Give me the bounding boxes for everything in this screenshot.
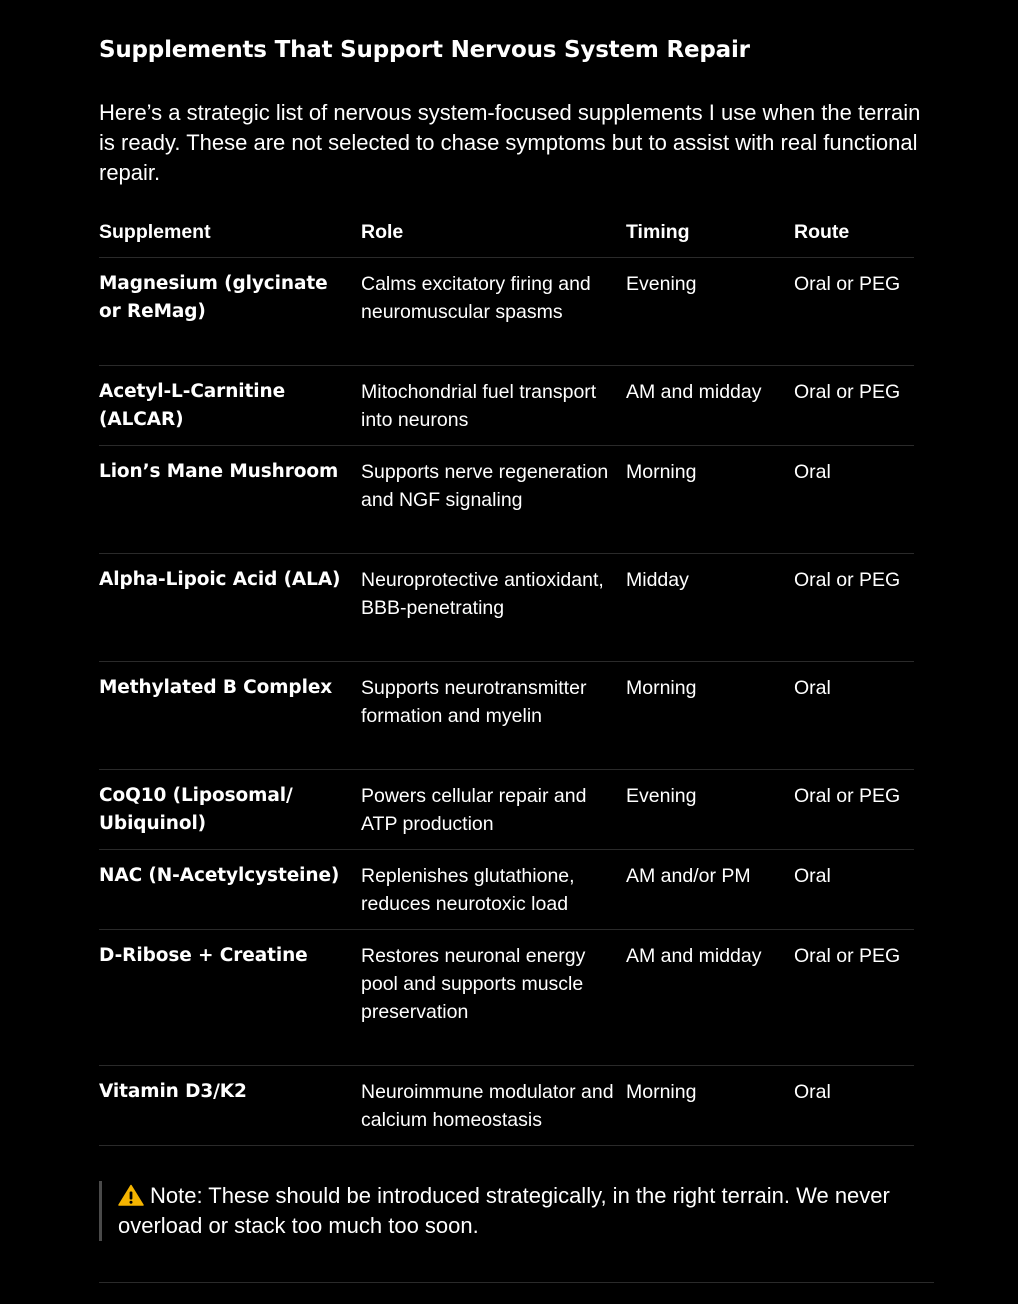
section-heading: Supplements That Support Nervous System Repair	[99, 37, 750, 63]
intro-paragraph: Here’s a strategic list of nervous system-focused supplements I use when the terrain is ready. These are not selected to chase symptoms but to assist with real functional repair.	[99, 100, 921, 185]
column-header-route: Route	[794, 221, 850, 243]
supplements-table	[99, 210, 914, 1146]
warning-icon	[118, 1184, 144, 1206]
column-header-supplement: Supplement	[99, 221, 211, 243]
cell-timing: Midday	[626, 569, 689, 591]
cell-route: Oral	[794, 677, 831, 699]
cell-supplement: Acetyl-L-Carnitine (ALCAR)	[99, 381, 286, 430]
table-row	[99, 554, 914, 662]
note-text: Note: These should be introduced strategically, in the right terrain. We never overload or stack too much too soon.	[118, 1183, 890, 1238]
table-row	[99, 770, 914, 850]
cell-supplement: Methylated B Complex	[99, 677, 333, 698]
cell-supplement: Lion’s Mane Mushroom	[99, 461, 339, 482]
cell-timing: AM and midday	[626, 381, 762, 403]
cell-role: Calms excitatory firing and neuromuscular spasms	[361, 273, 591, 323]
table-row	[99, 258, 914, 366]
cell-timing: Morning	[626, 1081, 697, 1103]
cell-route: Oral or PEG	[794, 945, 901, 967]
cell-supplement: NAC (N-Acetylcysteine)	[99, 865, 340, 886]
cell-supplement: CoQ10 (Liposomal/ Ubiquinol)	[99, 785, 293, 834]
cell-timing: AM and/or PM	[626, 865, 751, 887]
divider	[99, 1282, 934, 1283]
table-row	[99, 1066, 914, 1146]
cell-route: Oral or PEG	[794, 569, 901, 591]
note-blockquote	[99, 1181, 934, 1241]
cell-role: Neuroprotective antioxidant, BBB-penetrating	[361, 569, 604, 619]
table-row	[99, 662, 914, 770]
column-header-timing: Timing	[626, 221, 690, 243]
cell-role: Neuroimmune modulator and calcium homeostasis	[361, 1081, 614, 1131]
table-row	[99, 366, 914, 446]
table-row	[99, 446, 914, 554]
cell-timing: Evening	[626, 785, 697, 807]
cell-role: Powers cellular repair and ATP production	[361, 785, 587, 835]
cell-supplement: D-Ribose + Creatine	[99, 945, 308, 966]
column-header-role: Role	[361, 221, 404, 243]
table-row	[99, 930, 914, 1066]
cell-route: Oral or PEG	[794, 273, 901, 295]
cell-role: Mitochondrial fuel transport into neurons	[361, 381, 597, 431]
cell-timing: AM and midday	[626, 945, 762, 967]
cell-supplement: Vitamin D3/K2	[99, 1081, 247, 1102]
cell-role: Supports nerve regeneration and NGF signaling	[361, 461, 609, 511]
cell-role: Restores neuronal energy pool and supports muscle preservation	[361, 945, 586, 1023]
cell-timing: Morning	[626, 461, 697, 483]
cell-route: Oral	[794, 461, 831, 483]
cell-route: Oral or PEG	[794, 381, 901, 403]
cell-role: Replenishes glutathione, reduces neurotoxic load	[361, 865, 575, 915]
cell-route: Oral	[794, 1081, 831, 1103]
cell-route: Oral or PEG	[794, 785, 901, 807]
table-row	[99, 850, 914, 930]
cell-timing: Evening	[626, 273, 697, 295]
cell-role: Supports neurotransmitter formation and myelin	[361, 677, 587, 727]
table-header-row	[99, 210, 914, 258]
cell-supplement: Magnesium (glycinate or ReMag)	[99, 273, 328, 322]
cell-timing: Morning	[626, 677, 697, 699]
cell-supplement: Alpha-Lipoic Acid (ALA)	[99, 569, 341, 590]
cell-route: Oral	[794, 865, 831, 887]
